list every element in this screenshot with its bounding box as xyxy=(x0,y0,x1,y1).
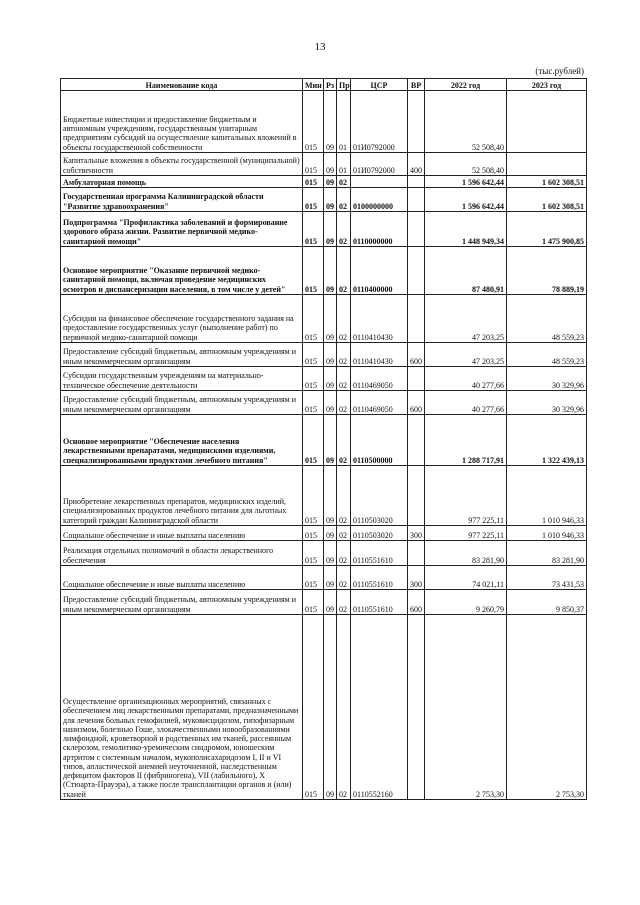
cell-y2022: 1 448 949,34 xyxy=(425,212,507,247)
cell-pr: 02 xyxy=(337,590,351,615)
table-header-row xyxy=(61,79,587,91)
cell-y2022: 977 225,11 xyxy=(425,466,507,526)
cell-rz: 09 xyxy=(324,391,337,415)
header-vr: ВР xyxy=(408,79,425,91)
cell-pr: 02 xyxy=(337,188,351,212)
cell-y2022: 83 281,90 xyxy=(425,541,507,566)
cell-min: 015 xyxy=(303,367,324,391)
cell-pr: 02 xyxy=(337,295,351,343)
cell-y2022: 1 288 717,91 xyxy=(425,415,507,466)
cell-vr xyxy=(408,541,425,566)
cell-pr: 02 xyxy=(337,176,351,188)
cell-name: Реализация отдельных полномочий в области лекарственного обеспечения xyxy=(61,541,303,566)
cell-y2022: 1 596 642,44 xyxy=(425,176,507,188)
cell-name: Основное мероприятие "Оказание первичной медико-санитарной помощи, включая проведение медицинских осмотров и диспансеризации населения, в том числе у детей" xyxy=(61,247,303,295)
cell-pr: 02 xyxy=(337,247,351,295)
cell-pr: 02 xyxy=(337,391,351,415)
table-row xyxy=(61,295,587,343)
cell-csr: 0110469050 xyxy=(351,391,408,415)
cell-vr xyxy=(408,247,425,295)
table-row xyxy=(61,590,587,615)
units-label: (тыс.рублей) xyxy=(535,66,584,76)
cell-pr: 02 xyxy=(337,212,351,247)
budget-table xyxy=(60,78,587,800)
cell-csr: 01И0792000 xyxy=(351,153,408,176)
cell-min: 015 xyxy=(303,153,324,176)
cell-name: Социальное обеспечение и иные выплаты населению xyxy=(61,526,303,541)
cell-vr xyxy=(408,615,425,800)
cell-y2023: 1 010 946,33 xyxy=(507,526,587,541)
cell-y2023: 1 602 308,51 xyxy=(507,176,587,188)
cell-rz: 09 xyxy=(324,295,337,343)
table-row xyxy=(61,466,587,526)
cell-y2023: 48 559,23 xyxy=(507,343,587,367)
cell-csr: 0110503020 xyxy=(351,466,408,526)
cell-min: 015 xyxy=(303,590,324,615)
cell-pr: 02 xyxy=(337,566,351,590)
cell-rz: 09 xyxy=(324,153,337,176)
header-2022: 2022 год xyxy=(425,79,507,91)
cell-name: Амбулаторная помощь xyxy=(61,176,303,188)
cell-y2023: 1 475 900,85 xyxy=(507,212,587,247)
cell-pr: 02 xyxy=(337,541,351,566)
cell-csr: 0110410430 xyxy=(351,295,408,343)
cell-name: Государственная программа Калининградской области "Развитие здравоохранения" xyxy=(61,188,303,212)
cell-name: Субсидии государственным учреждениям на материально-техническое обеспечение деятельности xyxy=(61,367,303,391)
cell-rz: 09 xyxy=(324,566,337,590)
cell-csr: 0110410430 xyxy=(351,343,408,367)
cell-min: 015 xyxy=(303,91,324,153)
cell-rz: 09 xyxy=(324,415,337,466)
cell-y2023: 1 010 946,33 xyxy=(507,466,587,526)
cell-y2022: 1 596 642,44 xyxy=(425,188,507,212)
cell-vr xyxy=(408,91,425,153)
cell-y2023: 78 889,19 xyxy=(507,247,587,295)
cell-y2023: 1 602 308,51 xyxy=(507,188,587,212)
cell-y2022: 47 203,25 xyxy=(425,295,507,343)
cell-name: Социальное обеспечение и иные выплаты населению xyxy=(61,566,303,590)
cell-rz: 09 xyxy=(324,176,337,188)
cell-y2022: 52 508,40 xyxy=(425,153,507,176)
cell-name: Капитальные вложения в объекты государственной (муниципальной) собственности xyxy=(61,153,303,176)
table-row xyxy=(61,212,587,247)
table-row xyxy=(61,541,587,566)
table-row xyxy=(61,188,587,212)
cell-csr: 0110551610 xyxy=(351,541,408,566)
cell-name: Подпрограмма "Профилактика заболеваний и формирование здорового образа жизни. Развитие первичной медико-санитарной помощи" xyxy=(61,212,303,247)
cell-vr xyxy=(408,176,425,188)
cell-name: Бюджетные инвестиции и предоставление бюджетным и автономным учреждениям, государственным унитарным предприятиям субсидий на осуществление капитальных вложений в объекты государственной собственности xyxy=(61,91,303,153)
cell-vr: 300 xyxy=(408,526,425,541)
cell-rz: 09 xyxy=(324,91,337,153)
table-row xyxy=(61,391,587,415)
cell-vr xyxy=(408,212,425,247)
cell-min: 015 xyxy=(303,615,324,800)
cell-rz: 09 xyxy=(324,188,337,212)
cell-csr: 0110469050 xyxy=(351,367,408,391)
cell-y2022: 40 277,66 xyxy=(425,391,507,415)
cell-pr: 01 xyxy=(337,153,351,176)
cell-min: 015 xyxy=(303,541,324,566)
cell-y2023: 9 850,37 xyxy=(507,590,587,615)
cell-y2022: 87 480,91 xyxy=(425,247,507,295)
header-2023: 2023 год xyxy=(507,79,587,91)
cell-min: 015 xyxy=(303,176,324,188)
cell-y2023 xyxy=(507,153,587,176)
cell-min: 015 xyxy=(303,188,324,212)
cell-name: Субсидии на финансовое обеспечение государственного задания на предоставление государственных услуг (выполнение работ) по первичной медико-санитарной помощи xyxy=(61,295,303,343)
cell-csr: 0110503020 xyxy=(351,526,408,541)
cell-min: 015 xyxy=(303,212,324,247)
table-row xyxy=(61,566,587,590)
cell-min: 015 xyxy=(303,391,324,415)
cell-csr xyxy=(351,176,408,188)
cell-y2023: 30 329,96 xyxy=(507,391,587,415)
cell-min: 015 xyxy=(303,566,324,590)
cell-y2023: 2 753,30 xyxy=(507,615,587,800)
cell-min: 015 xyxy=(303,343,324,367)
cell-y2023 xyxy=(507,91,587,153)
cell-vr: 300 xyxy=(408,566,425,590)
header-rz: Рз xyxy=(324,79,337,91)
cell-rz: 09 xyxy=(324,526,337,541)
cell-min: 015 xyxy=(303,526,324,541)
table-row xyxy=(61,247,587,295)
cell-vr: 400 xyxy=(408,153,425,176)
table-row xyxy=(61,415,587,466)
cell-pr: 02 xyxy=(337,466,351,526)
cell-csr: 0100000000 xyxy=(351,188,408,212)
cell-csr: 01И0792000 xyxy=(351,91,408,153)
cell-vr xyxy=(408,367,425,391)
cell-y2023: 73 431,53 xyxy=(507,566,587,590)
table-row xyxy=(61,153,587,176)
cell-min: 015 xyxy=(303,466,324,526)
cell-csr: 0110552160 xyxy=(351,615,408,800)
cell-rz: 09 xyxy=(324,247,337,295)
cell-rz: 09 xyxy=(324,367,337,391)
cell-vr: 600 xyxy=(408,590,425,615)
cell-name: Предоставление субсидий бюджетным, автономным учреждениям и иным некоммерческим организациям xyxy=(61,391,303,415)
cell-y2022: 74 021,11 xyxy=(425,566,507,590)
cell-name: Предоставление субсидий бюджетным, автономным учреждениям и иным некоммерческим организациям xyxy=(61,343,303,367)
header-csr: ЦСР xyxy=(351,79,408,91)
table-row xyxy=(61,91,587,153)
cell-y2023: 1 322 439,13 xyxy=(507,415,587,466)
cell-y2022: 40 277,66 xyxy=(425,367,507,391)
cell-rz: 09 xyxy=(324,466,337,526)
table-row xyxy=(61,367,587,391)
cell-rz: 09 xyxy=(324,615,337,800)
cell-pr: 02 xyxy=(337,615,351,800)
cell-y2022: 2 753,30 xyxy=(425,615,507,800)
header-name: Наименование кода xyxy=(61,79,303,91)
cell-y2023: 48 559,23 xyxy=(507,295,587,343)
cell-name: Предоставление субсидий бюджетным, автономным учреждениям и иным некоммерческим организациям xyxy=(61,590,303,615)
cell-y2022: 52 508,40 xyxy=(425,91,507,153)
cell-vr xyxy=(408,295,425,343)
cell-min: 015 xyxy=(303,295,324,343)
table-row xyxy=(61,343,587,367)
cell-pr: 02 xyxy=(337,343,351,367)
table-body xyxy=(61,91,587,800)
cell-y2022: 977 225,11 xyxy=(425,526,507,541)
cell-csr: 0110551610 xyxy=(351,590,408,615)
cell-pr: 02 xyxy=(337,415,351,466)
cell-vr xyxy=(408,415,425,466)
cell-csr: 0110551610 xyxy=(351,566,408,590)
cell-vr xyxy=(408,466,425,526)
cell-y2023: 30 329,96 xyxy=(507,367,587,391)
cell-rz: 09 xyxy=(324,590,337,615)
header-pr: Пр xyxy=(337,79,351,91)
cell-y2022: 47 203,25 xyxy=(425,343,507,367)
cell-name: Приобретение лекарственных препаратов, медицинских изделий, специализированных продуктов лечебного питания для льготных категорий граждан Калининградской области xyxy=(61,466,303,526)
cell-min: 015 xyxy=(303,415,324,466)
cell-y2022: 9 260,79 xyxy=(425,590,507,615)
cell-vr: 600 xyxy=(408,391,425,415)
cell-pr: 02 xyxy=(337,367,351,391)
cell-vr: 600 xyxy=(408,343,425,367)
cell-rz: 09 xyxy=(324,343,337,367)
cell-pr: 02 xyxy=(337,526,351,541)
header-min: Мин xyxy=(303,79,324,91)
cell-csr: 0110400000 xyxy=(351,247,408,295)
cell-name: Осуществление организационных мероприятий, связанных с обеспечением лиц лекарственными препаратами, предназначенными для лечения больных гемофилией, муковисцидозом, гипофизарным нанизмом, болезнью Гоше, злокачественными новообразованиями лимфоидной, кроветворной и родственных им тканей, рассеянным склерозом, гемолитико-уремическим синдромом, юношеским артритом с системным началом, мукополисахаридозом I, II и VI типов, апластической анемией неуточненной, наследственным дефицитом факторов II (фибриногена), VII (лабильного), X (Стюарта-Прауэра), а также после трансплантации органов и (или) тканей xyxy=(61,615,303,800)
cell-csr: 0110500000 xyxy=(351,415,408,466)
cell-min: 015 xyxy=(303,247,324,295)
table-row xyxy=(61,176,587,188)
cell-pr: 01 xyxy=(337,91,351,153)
cell-rz: 09 xyxy=(324,212,337,247)
cell-y2023: 83 281,90 xyxy=(507,541,587,566)
cell-rz: 09 xyxy=(324,541,337,566)
cell-csr: 0110000000 xyxy=(351,212,408,247)
table-row xyxy=(61,526,587,541)
cell-vr xyxy=(408,188,425,212)
page-number: 13 xyxy=(314,41,326,53)
cell-name: Основное мероприятие "Обеспечение населения лекарственными препаратами, медицинскими изделиями, специализированными продуктами лечебного питания" xyxy=(61,415,303,466)
table-row xyxy=(61,615,587,800)
